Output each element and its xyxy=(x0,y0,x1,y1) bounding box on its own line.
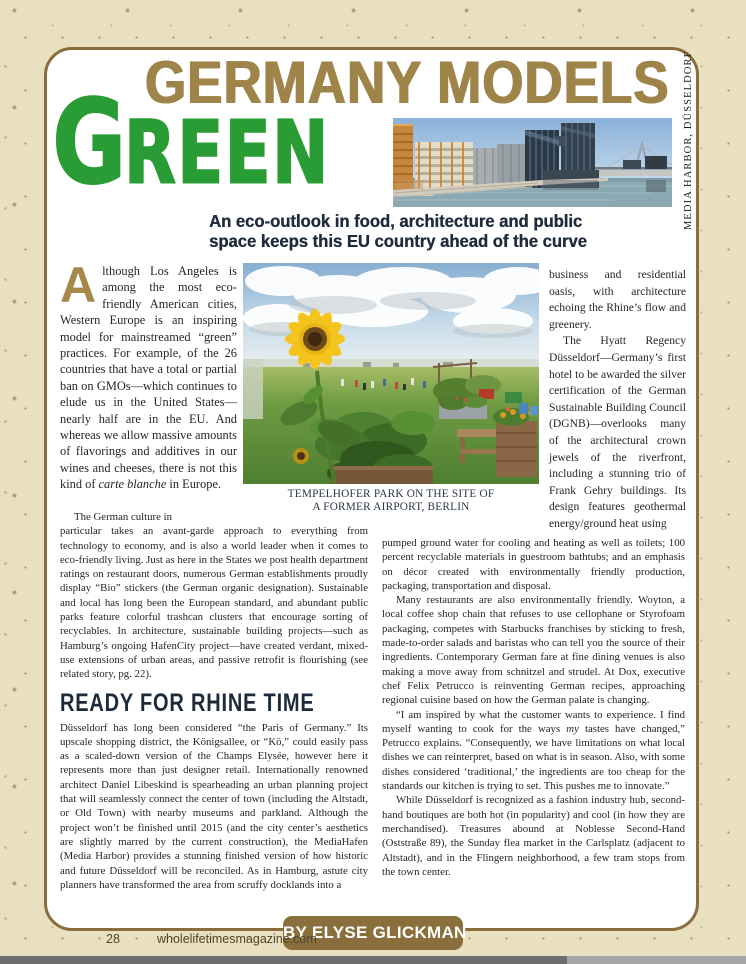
horizontal-scrollbar[interactable] xyxy=(0,956,746,964)
tempelhofer-photo-block xyxy=(243,263,539,514)
intro-text: lthough Los Angeles is among the most eco-friendly American cities, Western Europe is an inspiring model for mainstreamed “green” practices. For example, of the 26 countries that have a total or partial ban on GMOs—which continues to elude us in the United States—nearly half are in the EU. And whereas we allow massive amounts of flavorings and additives in our wines and cheeses, there is not this kind of xyxy=(60,264,237,492)
main-title-green xyxy=(51,50,396,210)
quote-end: tastes have changed,” Petrucco explains. “Consequently, we have limitations on what local dishes we can reinterpret, based on what is in season. Also, with some dishes considered ‘traditional,’ the ingredients are too cheap for the standards our kitchen is trying to set. This pushes me to innovate.” xyxy=(382,722,686,793)
paragraph xyxy=(382,708,685,794)
paragraph-lead: The German culture in xyxy=(74,511,173,523)
paragraph: business and residential oasis, with architecture echoing the Rhine’s flow and greenery. xyxy=(549,268,686,331)
paragraph: The Hyatt Regency Düsseldorf—Germany’s first hotel to be awarded the silver certification of the German Sustainable Building Council (DGNB)—overlooks many of the architectural crown jewels of the riverfront, including a stunning trio of Frank Gehry buildings. Its design features geothermal energy/ground heat using xyxy=(549,334,686,530)
subtitle-line-2: space keeps this EU country ahead of the curve xyxy=(209,231,587,251)
paragraph: Düsseldorf has long been considered “the Paris of Germany.” Its upscale shopping district, the Königsallee, or “Kö,” could easily pass as a scaled-down version of the Champs Elysée, however here it represents more than just designer retail. Internationally renowned architect Daniel Libeskind is spearheading an urban planning project that will seamlessly connect the center of town (including the Altstadt, or Old Town) with nearby museums and parkland. Although the project won’t be finished until 2015 (and the city center’s aesthetics are slightly marred by the current construction), the MediaHafen (Media Harbor) provides a stunning finished version of how historic and future Düsseldorf will be reconciled. As in Hamburg, astute city planners have transformed the area from scruffy docklands into a xyxy=(60,721,368,891)
subtitle-line-1: An eco-outlook in food, architecture and public xyxy=(209,211,583,231)
section-heading: READY FOR RHINE TIME xyxy=(60,688,315,717)
paragraph: pumped ground water for cooling and heating as well as toilets; 100 percent recyclable materials in guestroom bathtubs; and an emphasis on décor created with environmentally friendly production, packaging, transportation and disposal. xyxy=(382,537,685,592)
scrollbar-thumb[interactable] xyxy=(567,956,746,964)
column-intro xyxy=(60,257,237,493)
byline-badge: BY ELYSE GLICKMAN xyxy=(283,916,463,950)
subtitle xyxy=(209,211,587,251)
paragraph: While Düsseldorf is recognized as a fashion industry hub, second-hand boutiques are both hot (in popularity) and cool (in how they are merchandised). Treasures abound at Noblesse Second-Hand (Oststraße 89), the Sunday flea market in the Carlsplatz (adjacent to Altstadt), and in the Flingern neighborhood, a few tram stops from the town center. xyxy=(382,794,685,878)
title-letter-g: G xyxy=(52,76,127,210)
column-right-narrow xyxy=(549,267,686,533)
paragraph: Many restaurants are also environmentally friendly. Woyton, a local coffee shop chain that refuses to use cellophane or Styrofoam packaging, competes with Starbucks franchises by sticking to fresh, made-to-order salads and baristas who can tell you the source of their ingredients. Contemporary German fare at fine dining venues is also making a move away from schnitzel and strudel. At Dox, executive chef Felix Petrucco is reinventing German recipes, approaching regional cuisine based on how the German palate is changing. xyxy=(382,594,685,707)
page-number: 28 xyxy=(106,932,120,946)
intro-text-end: in Europe. xyxy=(166,477,222,492)
title-letters-reen: REEN xyxy=(124,103,330,204)
column-right-wide xyxy=(382,536,685,879)
dropcap: A xyxy=(60,257,97,313)
paragraph-continuation: particular takes an avant-garde approach to everything from technology to economy, and is also a world leader when it comes to eco-friendly living. Just as here in the States we post health department ratings on restaurant doors, numerous German establishments proudly display “Bio” stickers (the German organic designation). Sustainable and local has long been the European standard, and abundant public parks feature colorful trashcan clusters that encourage sorting of recyclables. In architecture, sustainable building projects—such as Hamburg’s ongoing HafenCity project—have created verdant, mixed-use extensions of urban areas, and passive retrofit is flourishing (see related story, pg. 22). xyxy=(60,525,368,681)
tempelhofer-park-photo xyxy=(243,263,539,484)
column-left-wide xyxy=(60,510,368,892)
quote-italic: my xyxy=(566,722,579,735)
media-harbor-art xyxy=(393,118,672,207)
photo-caption-line-1: TEMPELHOFER PARK ON THE SITE OF xyxy=(287,488,495,500)
paragraph xyxy=(60,510,368,682)
kicker-title: GERMANY MODELS xyxy=(145,48,670,117)
quote-start: “I am inspired by what the customer wants to experience. I find myself wanting to cook for the ways xyxy=(382,708,685,735)
photo-credit-vertical: MEDIA HARBOR, DÜSSELDORF xyxy=(683,50,694,230)
intro-paragraph xyxy=(60,257,237,493)
media-harbor-photo xyxy=(393,118,672,207)
photo-caption-line-2: A FORMER AIRPORT, BERLIN xyxy=(312,500,470,513)
intro-italic: carte blanche xyxy=(98,477,167,492)
website-link[interactable]: wholelifetimesmagazine.com xyxy=(157,932,317,946)
